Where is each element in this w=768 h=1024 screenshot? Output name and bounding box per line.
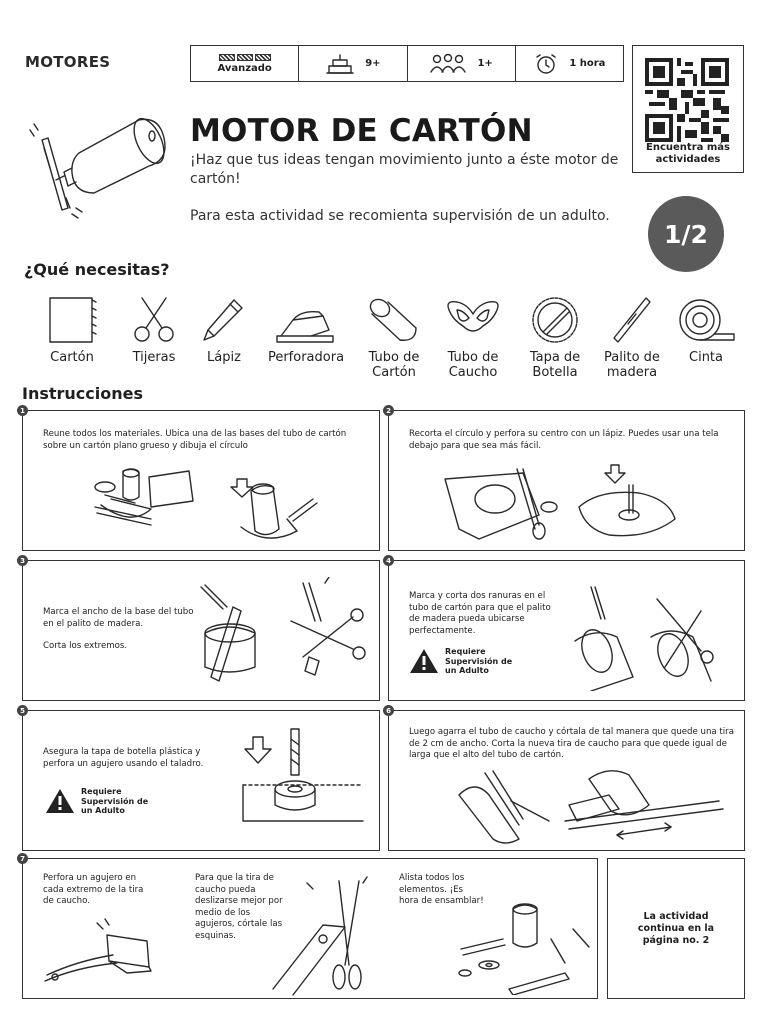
step-6-illustration bbox=[449, 765, 739, 849]
page-number-badge: 1/2 bbox=[648, 196, 724, 272]
material-item bbox=[431, 294, 515, 380]
step-number: 3 bbox=[17, 555, 28, 566]
category-label: MOTORES bbox=[25, 53, 111, 71]
instructions-heading: Instrucciones bbox=[22, 384, 144, 403]
step-text: Marca el ancho de la base del tubo en el palito de madera. bbox=[43, 607, 194, 629]
wooden-stick-icon bbox=[604, 294, 660, 346]
material-label: Lápiz bbox=[207, 350, 241, 365]
rubber-tube-icon bbox=[441, 294, 505, 346]
step-7b-illustration bbox=[263, 873, 393, 997]
qr-code-panel[interactable] bbox=[632, 45, 744, 173]
people-group-icon bbox=[429, 52, 467, 76]
step-4-illustration bbox=[561, 581, 741, 691]
activity-meta-bar bbox=[190, 45, 624, 82]
step-text-b: Para que la tira de caucho pueda deslizarse mejor por medio de los agujeros, córtale las esquinas. bbox=[195, 873, 283, 941]
materials-list bbox=[30, 294, 745, 384]
birthday-cake-icon bbox=[325, 52, 355, 76]
step-number: 6 bbox=[383, 705, 394, 716]
material-item bbox=[590, 294, 674, 380]
age-range bbox=[299, 46, 407, 81]
material-item bbox=[513, 294, 597, 380]
page-subtitle: ¡Haz que tus ideas tengan movimiento junto a éste motor de cartón! bbox=[190, 152, 619, 187]
difficulty-level bbox=[191, 46, 299, 81]
step-7c-illustration bbox=[453, 899, 593, 995]
step-text: Luego agarra el tubo de caucho y córtala de tal manera que quede una tira de 2 cm de ancho. Corta la nueva tira de caucho para que quede igual de larga que el alto del tubo de cartón. bbox=[409, 727, 734, 760]
material-item bbox=[664, 294, 748, 365]
step-number: 1 bbox=[17, 405, 28, 416]
material-item bbox=[30, 294, 114, 365]
material-label: Cartón bbox=[50, 350, 94, 365]
players-count bbox=[408, 46, 516, 81]
duration-label: 1 hora bbox=[569, 58, 606, 69]
hole-punch-icon bbox=[271, 294, 341, 346]
material-label: Palito de madera bbox=[604, 350, 660, 380]
step-text: Reune todos los materiales. Ubica una de las bases del tubo de cartón sobre un cartón plano grueso y dibuja el círculo bbox=[43, 429, 347, 451]
difficulty-bars-icon bbox=[219, 54, 271, 61]
material-label: Tijeras bbox=[132, 350, 176, 365]
players-label: 1+ bbox=[477, 58, 493, 69]
step-6-panel bbox=[386, 706, 745, 851]
step-5-illustration bbox=[233, 725, 373, 835]
step-number: 7 bbox=[17, 853, 28, 864]
step-number: 5 bbox=[17, 705, 28, 716]
alarm-clock-icon bbox=[533, 52, 559, 76]
adult-supervision-warning bbox=[409, 647, 523, 676]
material-item bbox=[182, 294, 266, 365]
adult-supervision-warning bbox=[45, 787, 159, 816]
step-2-panel bbox=[386, 406, 745, 551]
step-number: 2 bbox=[383, 405, 394, 416]
step-7a-illustration bbox=[37, 915, 177, 995]
continue-note: La actividad continua en la página no. 2 bbox=[607, 858, 745, 999]
step-1-panel bbox=[20, 406, 380, 551]
material-item bbox=[352, 294, 436, 380]
material-label: Tubo de Caucho bbox=[447, 350, 499, 380]
cardboard-icon bbox=[44, 294, 100, 346]
tape-icon bbox=[674, 294, 738, 346]
material-label: Tubo de Cartón bbox=[368, 350, 420, 380]
material-label: Perforadora bbox=[267, 350, 345, 365]
warning-text: Requiere Supervisión de un Adulto bbox=[445, 647, 513, 675]
step-text: Perfora un agujero en cada extremo de la tira de caucho. bbox=[43, 873, 144, 906]
materials-heading: ¿Qué necesitas? bbox=[24, 260, 170, 279]
step-2-illustration bbox=[439, 459, 739, 547]
cardboard-tube-icon bbox=[364, 294, 424, 346]
step-3-panel bbox=[20, 556, 380, 701]
scissors-icon bbox=[126, 294, 182, 346]
step-5-panel bbox=[20, 706, 380, 851]
material-label: Cinta bbox=[689, 350, 723, 365]
step-7-panel bbox=[20, 854, 598, 999]
supervision-note: Para esta actividad se recomienta supervisión de un adulto. bbox=[190, 208, 610, 224]
warning-icon bbox=[45, 788, 75, 814]
qr-caption: Encuentra más actividades bbox=[646, 142, 730, 165]
step-text: Marca y corta dos ranuras en el tubo de cartón para que el palito de madera pueda ubicarse perfectamente. bbox=[409, 591, 551, 636]
motor-illustration bbox=[24, 108, 174, 223]
warning-icon bbox=[409, 648, 439, 674]
age-label: 9+ bbox=[365, 58, 381, 69]
step-number: 4 bbox=[383, 555, 394, 566]
step-3-illustration bbox=[193, 577, 373, 687]
step-4-panel bbox=[386, 556, 745, 701]
duration bbox=[516, 46, 623, 81]
bottle-cap-icon bbox=[527, 294, 583, 346]
difficulty-label: Avanzado bbox=[217, 62, 272, 74]
warning-text: Requiere Supervisión de un Adulto bbox=[81, 787, 149, 815]
page-title: MOTOR DE CARTÓN bbox=[190, 113, 533, 149]
step-text-c: Alista todos los elementos. ¡Es hora de ensamblar! bbox=[399, 873, 484, 906]
pencil-icon bbox=[196, 294, 252, 346]
material-label: Tapa de Botella bbox=[529, 350, 581, 380]
step-text: Asegura la tapa de botella plástica y perfora un agujero usando el taladro. bbox=[43, 747, 204, 769]
step-1-illustration bbox=[91, 459, 331, 547]
material-item bbox=[264, 294, 348, 365]
step-text: Recorta el círculo y perfora su centro con un lápiz. Puedes usar una tela debajo para que sea más fácil. bbox=[409, 429, 719, 451]
qr-code-icon[interactable] bbox=[645, 58, 729, 142]
step-text-secondary: Corta los extremos. bbox=[43, 641, 128, 651]
